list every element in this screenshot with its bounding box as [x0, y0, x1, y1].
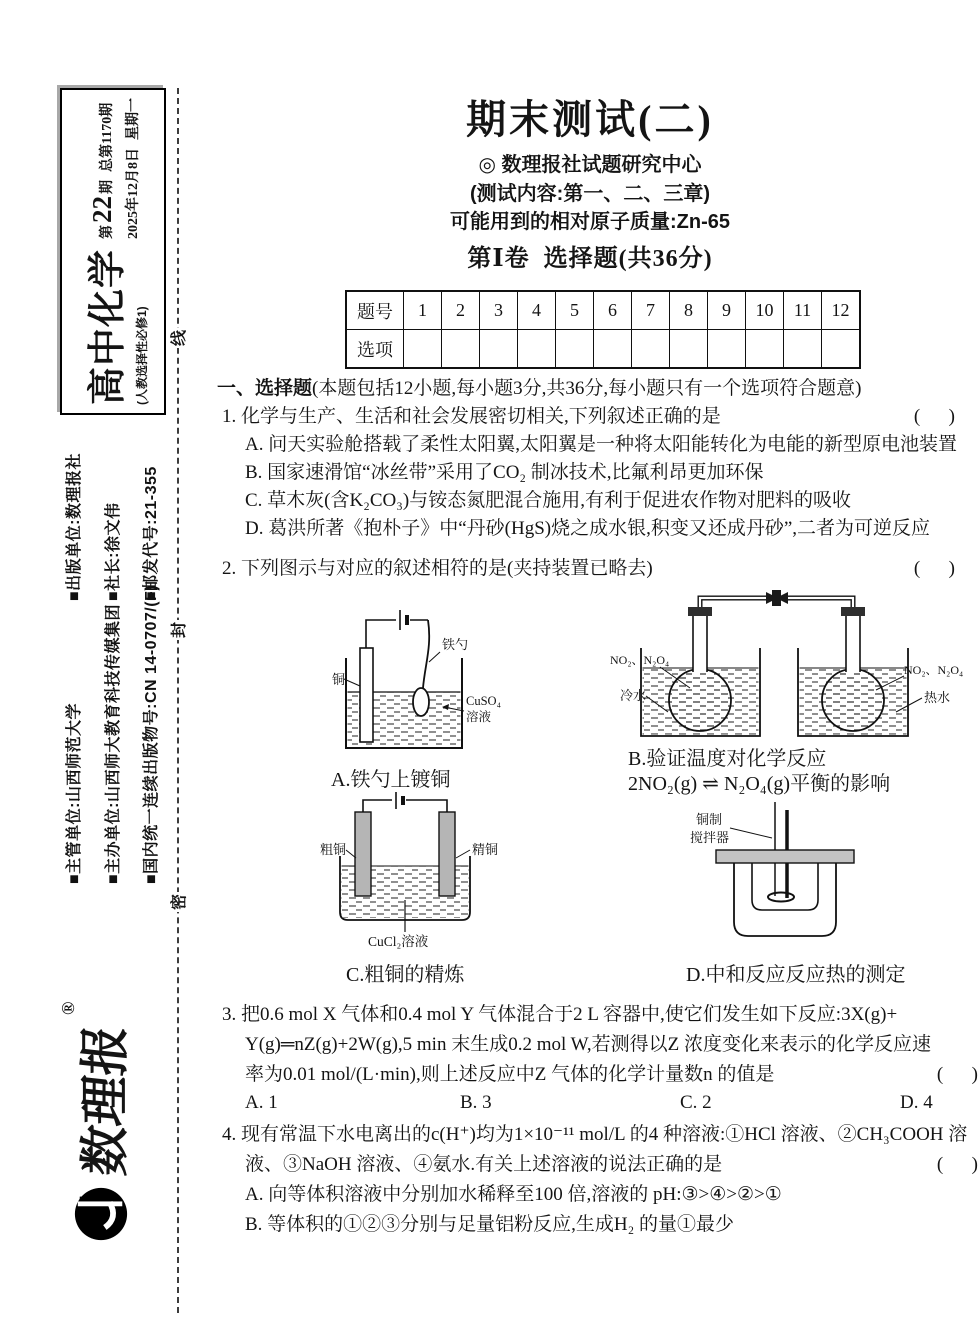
answer-number-cell: 12 — [822, 291, 861, 330]
question-2-stem: 2. 下列图示与对应的叙述相符的是(夹持装置已略去) ( ) — [222, 556, 955, 582]
section-heading-note: (本题包括12小题,每小题3分,共36分,每小题只有一个选项符合题意) — [312, 378, 862, 399]
label-copper-stirrer-2: 搅拌器 — [690, 830, 730, 845]
question-3-option-c: C. 2 — [680, 1092, 712, 1113]
sidebar-organizer: ■主办单位:山西师大教育科技传媒集团 — [105, 604, 122, 884]
question-4-line-2: 液、③NaOH 溶液、④氨水.有关上述溶液的说法正确的是 ( ) — [245, 1152, 978, 1178]
question-4-option-a: A. 向等体积溶液中分别加水稀释至100 倍,溶液的 pH:③>④>②>① — [245, 1184, 782, 1205]
issue-prefix: 第 — [100, 224, 116, 239]
label-gas-right: NO₂、N₂O₄ — [904, 663, 964, 677]
label-cuso4: CuSO₄ — [466, 694, 501, 708]
diagram-b-caption-1: B.验证温度对化学反应 — [628, 748, 827, 770]
answer-number-cell: 4 — [518, 291, 556, 330]
label-cucl2-solution: CuCl₂溶液 — [368, 934, 429, 949]
answer-option-cell — [480, 330, 518, 369]
question-3-line-2: Y(g)═nZ(g)+2W(g),5 min 末生成0.2 mol W,若测得以Z 浓度变化来表示的化学反应速 — [245, 1034, 931, 1055]
question-1-option-d: D. 葛洪所著《抱朴子》中“丹砂(HgS)烧之成水银,积变又还成丹砂”,二者为可逆反应 — [245, 518, 931, 539]
byline: ◎ 数理报社试题研究中心 — [478, 154, 702, 176]
issue-date: 2025年12月8日 — [125, 147, 141, 239]
answer-option-cell — [404, 330, 442, 369]
question-3-line-1: 3. 把0.6 mol X 气体和0.4 mol Y 气体混合于2 L 容器中,使它们发生如下反应:3X(g)+ — [222, 1004, 898, 1025]
sidebar-president: ■社长:徐文伟 — [105, 502, 122, 601]
test-scope: (测试内容:第一、二、三章) — [470, 183, 710, 205]
fold-label-seal: 封 — [167, 620, 192, 640]
masthead-title-block — [76, 249, 150, 405]
answer-option-cell — [784, 330, 822, 369]
diagram-d-calorimeter — [680, 800, 890, 950]
masthead-issue-block — [82, 98, 144, 239]
answer-table-label: 题号 — [346, 291, 404, 330]
answer-number-cell: 10 — [746, 291, 784, 330]
answer-number-cell: 5 — [556, 291, 594, 330]
diagram-c-copper-refining — [320, 792, 505, 954]
answer-table-option-row — [346, 330, 860, 369]
issue-weekday: 星期一 — [125, 97, 141, 140]
answer-option-cell — [442, 330, 480, 369]
answer-number-cell: 11 — [784, 291, 822, 330]
answer-option-cell — [708, 330, 746, 369]
fold-label-line: 线 — [167, 328, 192, 348]
answer-number-cell: 1 — [404, 291, 442, 330]
sidebar-supervisor: ■主管单位:山西师范大学 — [66, 703, 83, 884]
answer-number-cell: 6 — [594, 291, 632, 330]
sidebar-postal-code: ■邮发代号:21-355 — [143, 466, 160, 601]
answer-table-number-row — [346, 291, 860, 330]
answer-bracket: ( ) — [913, 558, 955, 579]
issue-number: 22 — [87, 195, 118, 223]
answer-option-cell — [632, 330, 670, 369]
logo-text: 数理报 — [76, 1022, 133, 1179]
answer-bracket: ( ) — [913, 406, 955, 427]
question-3-option-d: D. 4 — [900, 1092, 933, 1113]
answer-option-cell — [594, 330, 632, 369]
newspaper-logo — [58, 1000, 143, 1243]
question-3-option-a: A. 1 — [245, 1092, 278, 1113]
answer-number-cell: 2 — [442, 291, 480, 330]
page-title: 期末测试(二) — [466, 97, 714, 142]
label-pure-copper: 精铜 — [472, 842, 499, 857]
section-heading — [217, 376, 861, 402]
fold-dashed-line — [177, 88, 179, 1313]
diagram-a-caption: A.铁勺上镀铜 — [331, 769, 451, 791]
newspaper-title: 高中化学 — [87, 248, 129, 405]
masthead-box — [60, 88, 166, 415]
question-1-stem: 1. 化学与生产、生活和社会发展密切相关,下列叙述正确的是 ( ) — [222, 404, 955, 430]
label-iron-spoon: 铁勺 — [442, 637, 469, 652]
answer-option-cell — [556, 330, 594, 369]
issue-suffix: 期 — [100, 179, 116, 194]
answer-bracket: ( ) — [936, 1064, 978, 1085]
atomic-mass-note: 可能用到的相对原子质量:Zn-65 — [450, 211, 730, 233]
label-crude-copper: 粗铜 — [320, 842, 347, 857]
diagram-d-caption: D.中和反应反应热的测定 — [686, 964, 906, 986]
label-solution: 溶液 — [466, 710, 492, 724]
issue-line — [82, 98, 123, 239]
label-hot-water: 热水 — [924, 690, 951, 705]
answer-number-cell: 7 — [632, 291, 670, 330]
question-3-option-b: B. 3 — [460, 1092, 492, 1113]
question-4-option-b: B. 等体积的①②③分别与足量铝粉反应,生成H₂ 的量①最少 — [245, 1214, 735, 1235]
answer-option-cell — [518, 330, 556, 369]
answer-table — [345, 290, 861, 369]
label-copper-stirrer-1: 铜制 — [696, 812, 723, 827]
part-title: 第Ⅰ卷 选择题(共36分) — [467, 246, 713, 272]
answer-option-cell — [746, 330, 784, 369]
question-3-line-3: 率为0.01 mol/(L·min),则上述反应中Z 气体的化学计量数n 的值是 ( ) — [245, 1062, 978, 1088]
question-1-option-b: B. 国家速滑馆“冰丝带”采用了CO₂ 制冰技术,比氟利昂更加环保 — [245, 462, 764, 483]
newspaper-edition: (人教选择性必修1) — [135, 306, 149, 405]
answer-option-cell — [822, 330, 861, 369]
label-gas-left: NO₂、N₂O₄ — [610, 653, 670, 667]
sidebar-publisher: ■出版单位:数理报社 — [66, 453, 83, 601]
sidebar-publication-number: ■国内统一连续出版物号:CN 14-0707/(F) — [143, 584, 160, 884]
question-1-option-c: C. 草木灰(含K₂CO₃)与铵态氮肥混合施用,有利于促进农作物对肥料的吸收 — [245, 490, 851, 511]
answer-bracket: ( ) — [936, 1154, 978, 1175]
total-issue: 总第1170期 — [100, 102, 116, 172]
logo-circle-icon — [72, 1185, 130, 1243]
label-copper: 铜 — [332, 672, 346, 687]
diagram-b-caption-2: 2NO₂(g) ⇌ N₂O₄(g)平衡的影响 — [628, 773, 891, 795]
diagram-b-temperature-equilibrium — [608, 588, 964, 740]
answer-number-cell: 3 — [480, 291, 518, 330]
answer-option-cell — [670, 330, 708, 369]
answer-number-cell: 9 — [708, 291, 746, 330]
date-line — [123, 98, 144, 239]
fold-label-secret: 密 — [167, 892, 192, 912]
diagram-c-caption: C.粗铜的精炼 — [346, 964, 465, 986]
answer-table-label: 选项 — [346, 330, 404, 369]
question-4-line-1: 4. 现有常温下水电离出的c(H⁺)均为1×10⁻¹¹ mol/L 的4 种溶液:①HCl 溶液、②CH₃COOH 溶 — [222, 1124, 968, 1145]
diagram-a-electroplating — [330, 602, 515, 760]
answer-number-cell: 8 — [670, 291, 708, 330]
registered-mark: ® — [58, 1001, 78, 1015]
label-cold-water: 冷水 — [620, 688, 647, 703]
question-1-option-a: A. 问天实验舱搭载了柔性太阳翼,太阳翼是一种将太阳能转化为电能的新型原电池装置 — [245, 434, 957, 455]
section-heading-bold: 一、选择题 — [217, 378, 313, 399]
